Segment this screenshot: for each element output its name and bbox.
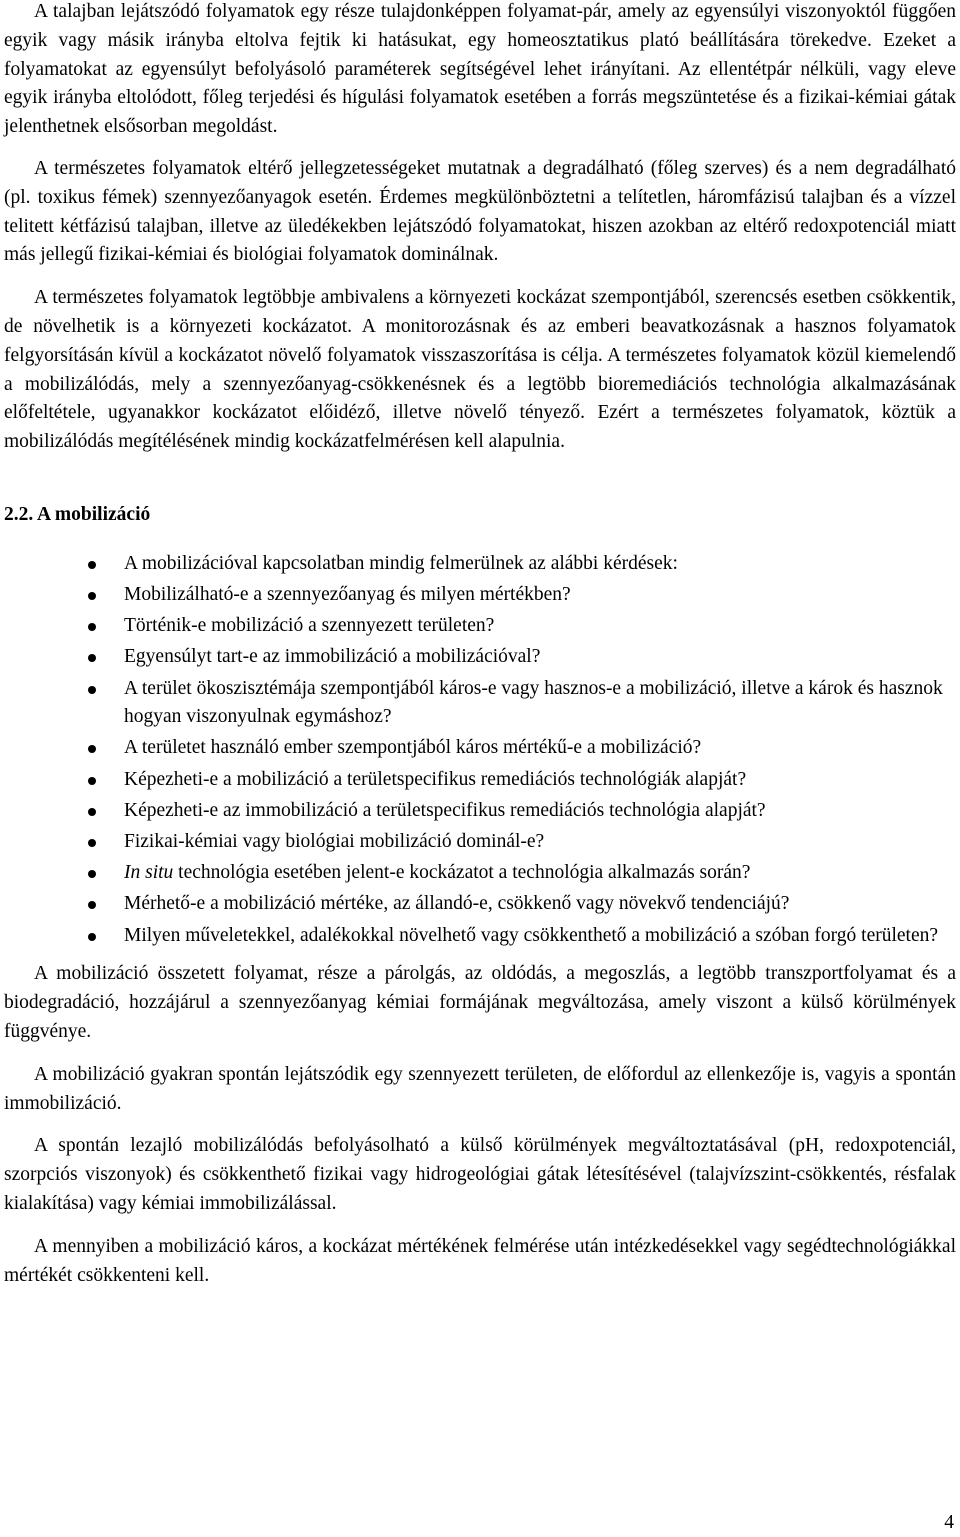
paragraph-natural-processes: A természetes folyamatok eltérő jellegzetességeket mutatnak a degradálható (főleg szerves) és a nem degradálható (pl. toxikus fémek) szennyezőanyagok esetén. Érdemes megkülönböztetni a telítetlen, háromfázisú talajban és a vízzel telitett kétfázisú talajban, illetve az üledékekben lejátszódó folyamatokat, hiszen azokban az eltérő redoxpotenciál miatt más jellegű fizikai-kémiai és biológiai folyamatok dominálnak. (4, 157, 956, 266)
list-item-text: A terület ökoszisztémája szempontjából káros-e vagy hasznos-e a mobilizáció, illetve a károk és hasznok hogyan viszonyulnak egymáshoz? (124, 677, 943, 728)
list-item-text: technológia esetében jelent-e kockázatot a technológia alkalmazás során? (178, 862, 751, 884)
page-number: 4 (944, 1512, 954, 1533)
list-item-text: Fizikai-kémiai vagy biológiai mobilizáció dominál-e? (124, 831, 545, 853)
list-item-text: A mobilizációval kapcsolatban mindig felmerülnek az alábbi kérdések: (124, 552, 678, 574)
bullet-icon (88, 592, 96, 600)
paragraph-spontaneous: A mobilizáció gyakran spontán lejátszódik egy szennyezett területen, de előfordul az ellenkezője is, vagyis a spontán immobilizáció. (4, 1063, 956, 1114)
list-item (4, 550, 956, 579)
question-list (4, 550, 956, 951)
paragraph-complex-process: A mobilizáció összetett folyamat, része a párolgás, az oldódás, a megoszlás, a legtöbb transzportfolyamat és a biodegradáció, hozzájárul a szennyezőanyag kémiai formájának megváltozása, amely viszont a külső körülmények függvénye. (4, 963, 956, 1042)
paragraph-influence: A spontán lezajló mobilizálódás befolyásolható a külső körülmények megváltoztatásával (pH, redoxpotenciál, szorpciós viszonyok) és csökkenthető fizikai vagy hidrogeológiai gátak létesítésével (talajvízszint-csökkentés, résfalak kialakítása) vagy kémiai immobilizálással. (4, 1135, 956, 1214)
list-item-text: Mérhető-e a mobilizáció mértéke, az állandó-e, csökkenő vagy növekvő tendenciájú? (124, 893, 790, 915)
document-page (4, 0, 956, 1290)
in-situ-italic: In situ (124, 862, 174, 884)
list-item-text: Képezheti-e az immobilizáció a területspecifikus remediációs technológia alapját? (124, 799, 766, 821)
bullet-icon (88, 777, 96, 785)
bullet-icon (88, 839, 96, 847)
bullet-icon (88, 686, 96, 694)
bullet-icon (88, 870, 96, 878)
bullet-icon (88, 654, 96, 662)
bullet-icon (88, 808, 96, 816)
bullet-icon (88, 561, 96, 569)
bullet-icon (88, 623, 96, 631)
paragraph-harmful: A mennyiben a mobilizáció káros, a kockázat mértékének felmérése után intézkedésekkel vagy segédtechnológiákkal mértékét csökkenteni kell. (4, 1235, 956, 1286)
bullet-icon (88, 901, 96, 909)
list-item (4, 612, 956, 641)
list-item-text: Történik-e mobilizáció a szennyezett területen? (124, 615, 495, 637)
bullet-icon (88, 745, 96, 753)
list-item (4, 766, 956, 795)
list-item (4, 643, 956, 672)
list-item-text: Milyen műveletekkel, adalékokkal növelhető vagy csökkenthető a mobilizáció a szóban forgó területen? (124, 924, 939, 946)
list-item-text: A területet használó ember szempontjából káros mértékű-e a mobilizáció? (124, 737, 702, 759)
paragraph-intro: A talajban lejátszódó folyamatok egy része tulajdonképpen folyamat-pár, amely az egyensúlyi viszonyoktól függően egyik vagy másik irányba eltolva fejtik ki hatásukat, egy homeosztatikus plató beállítására törekedve. Ezeket a folyamatokat az egyensúlyt befolyásoló paraméterek segítségével lehet irányítani. Az ellentétpár nélküli, vagy eleve egyik irányba eltolódott, főleg terjedési és hígulási folyamatok esetében a forrás megszüntetése és a fizikai-kémiai gátak jelenthetnek elsősorban megoldást. (4, 1, 956, 138)
list-item (4, 922, 956, 951)
list-item (4, 828, 956, 857)
list-item (4, 890, 956, 919)
list-item-text: Képezheti-e a mobilizáció a területspecifikus remediációs technológiák alapját? (124, 768, 747, 790)
section-heading: 2.2. A mobilizáció (4, 503, 151, 525)
list-item (4, 797, 956, 826)
list-item-text: Mobilizálható-e a szennyezőanyag és milyen mértékben? (124, 583, 571, 605)
list-item-text: Egyensúlyt tart-e az immobilizáció a mobilizációval? (124, 646, 541, 668)
bullet-icon (88, 933, 96, 941)
list-item (4, 581, 956, 610)
list-item (4, 675, 956, 733)
paragraph-ambivalence: A természetes folyamatok legtöbbje ambivalens a környezeti kockázat szempontjából, szerencsés esetben csökkentik, de növelhetik is a környezeti kockázatot. A monitorozásnak és az emberi beavatkozásnak a hasznos folyamatok felgyorsításán kívül a kockázatot növelő folyamatok visszaszorítása is célja. A természetes folyamatok közül kiemelendő a mobilizálódás, mely a szennyezőanyag-csökkenésnek és a legtöbb bioremediációs technológia alkalmazásának előfeltétele, ugyanakkor kockázatot előidéző, illetve növelő tényező. Ezért a természetes folyamatok, köztük a mobilizálódás megítélésének mindig kockázatfelmérésen kell alapulnia. (4, 287, 956, 453)
list-item (4, 734, 956, 763)
list-item (4, 859, 956, 888)
